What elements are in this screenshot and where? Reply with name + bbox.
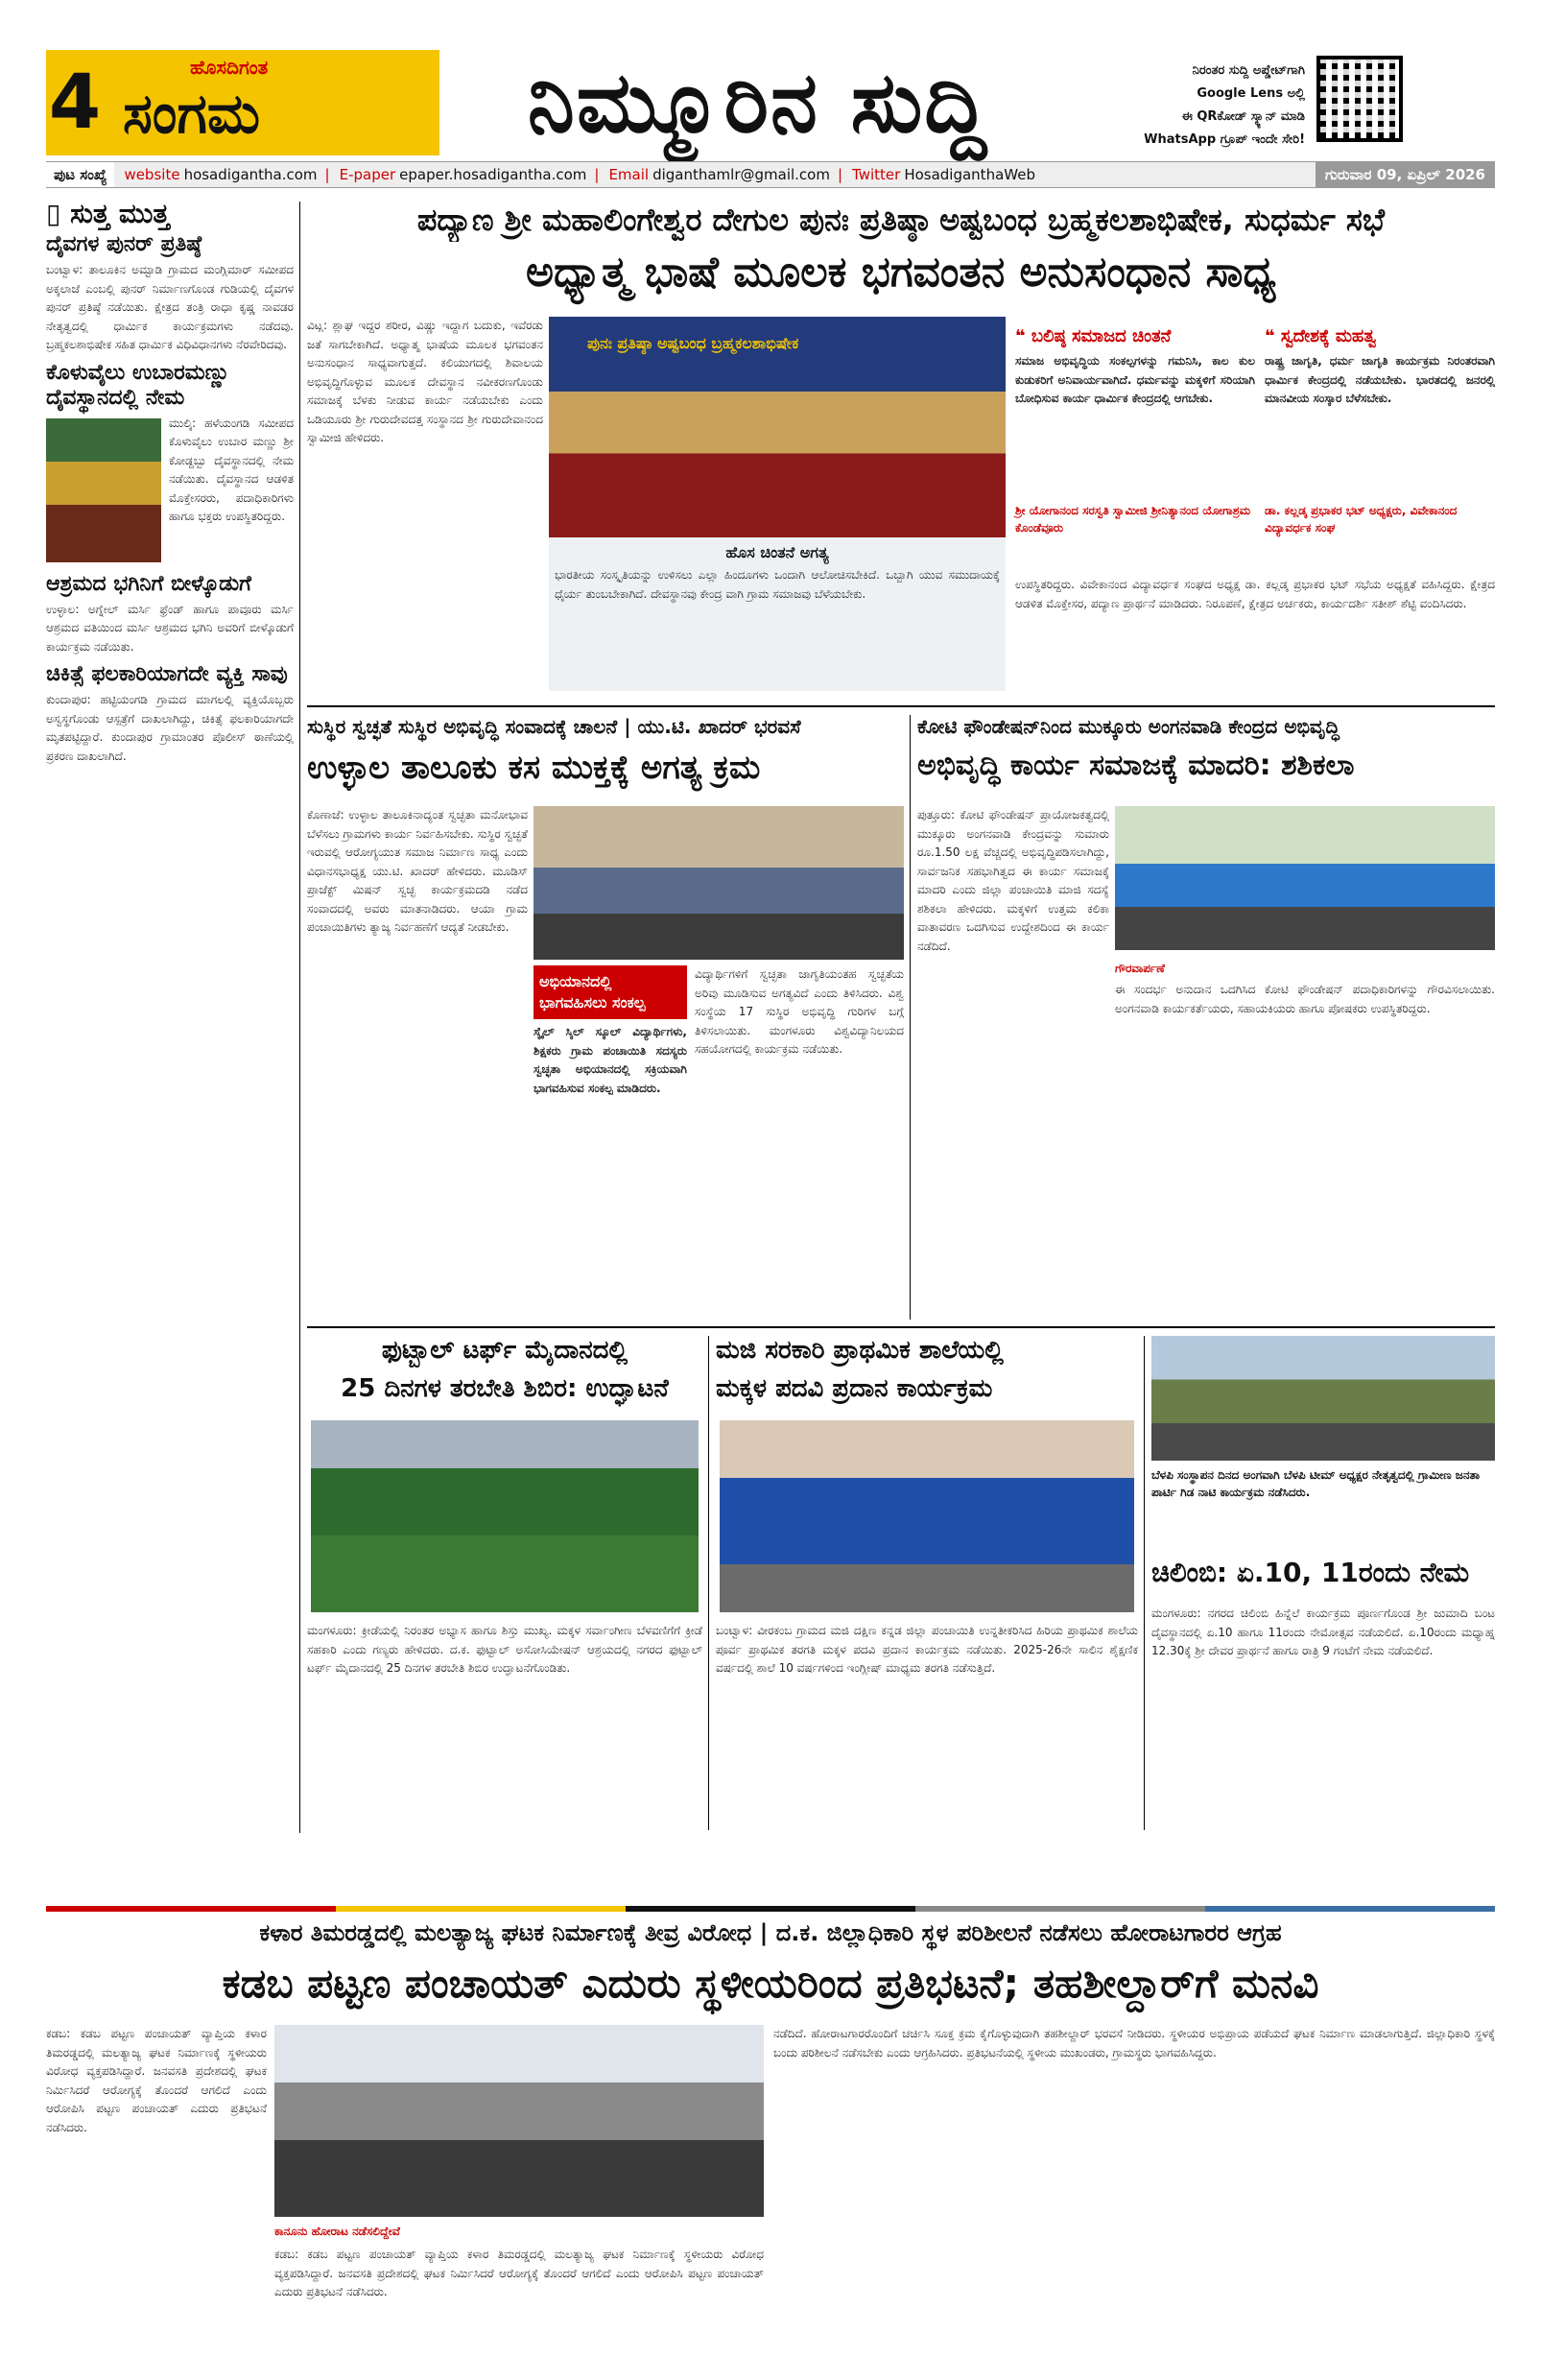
epaper-link[interactable]: epaper.hosadigantha.com <box>399 166 587 183</box>
story3-body: ಪುತ್ತೂರು: ಕೋಟಿ ಫೌಂಡೇಷನ್ ಪ್ರಾಯೋಜಕತ್ವದಲ್ಲಿ ಮುಕ್ಕೂರು ಅಂಗನವಾಡಿ ಕೇಂದ್ರವನ್ನು ಸುಮಾರು ರೂ.1.50 ಲಕ್ಷ ವೆಚ್ಚದಲ್ಲಿ ಅಭಿವೃದ್ಧಿಪಡಿಸಲಾಗಿದ್ದು, ಸಾರ್ವಜನಿಕ ಸಹಭಾಗಿತ್ವದ ಈ ಕಾರ್ಯ ಸಮಾಜಕ್ಕೆ ಮಾದರಿ ಎಂದು ಜಿಲ್ಲಾ ಪಂಚಾಯಿತಿ ಮಾಜಿ ಸದಸ್ಯೆ ಶಶಿಕಲಾ ಹೇಳಿದರು. ಮಕ್ಕಳಿಗೆ ಉತ್ತಮ ಕಲಿಕಾ ವಾತಾವರಣ ಒದಗಿಸುವ ಉದ್ದೇಶದಿಂದ ಈ ಕಾರ್ಯ ನಡೆದಿದೆ. <box>917 808 1109 953</box>
sidebar-body: ಮುಲ್ಕಿ: ಹಳೆಯಂಗಡಿ ಸಮೀಪದ ಕೊಳುವೈಲು ಉಬಾರ ಮಣ್ಣು ಶ್ರೀ ಕೋಡ್ದಬ್ಬು ದೈವಸ್ಥಾನದಲ್ಲಿ ನೇಮ ನಡೆಯಿತು. ದೈವಸ್ಥಾನದ ಆಡಳಿತ ಮೊಕ್ತೇಸರರು, ಪದಾಧಿಕಾರಿಗಳು ಹಾಗೂ ಭಕ್ತರು ಉಪಸ್ಥಿತರಿದ್ದರು. <box>169 416 294 523</box>
story7-body-mid: ಕಡಬ: ಕಡಬ ಪಟ್ಟಣ ಪಂಚಾಯತ್ ವ್ಯಾಪ್ತಿಯ ಕಳಾರ ತಿಮರಡ್ಡದಲ್ಲಿ ಮಲತ್ಯಾಜ್ಯ ಘಟಕ ನಿರ್ಮಾಣಕ್ಕೆ ಸ್ಥಳೀಯರು ವಿರೋಧ ವ್ಯಕ್ತಪಡಿಸಿದ್ದಾರೆ. ಜನವಸತಿ ಪ್ರದೇಶದಲ್ಲಿ ಘಟಕ ನಿರ್ಮಿಸಿದರೆ ಆರೋಗ್ಯಕ್ಕೆ ತೊಂದರೆ ಆಗಲಿದೆ ಎಂದು ಆರೋಪಿಸಿ ಪಟ್ಟಣ ಪಂಚಾಯತ್ ಎದುರು ಪ್ರತಿಭಟನೆ ನಡೆಸಿದರು. <box>274 2248 764 2298</box>
quote2-by: ಡಾ. ಕಲ್ಲಡ್ಕ ಪ್ರಭಾಕರ ಭಟ್ ಅಧ್ಯಕ್ಷರು, ವಿವೇಕಾನಂದ ವಿದ್ಯಾವರ್ಧಕ ಸಂಘ <box>1265 504 1458 535</box>
column-divider <box>299 202 300 1833</box>
story4-photo <box>311 1420 699 1612</box>
sidebar-heading: ದೈವಗಳ ಪುನರ್ ಪ್ರತಿಷ್ಠೆ <box>46 232 202 256</box>
story7-photo <box>274 2025 764 2217</box>
story2-box-body: ಸ್ಕೈಲ್ ಸ್ಕಿಲ್ ಸ್ಕೂಲ್ ವಿದ್ಯಾರ್ಥಿಗಳು, ಶಿಕ್ಷಕರು ಗ್ರಾಮ ಪಂಚಾಯಿತಿ ಸದಸ್ಯರು ಸ್ವಚ್ಛತಾ ಅಭಿಯಾನದಲ್ಲಿ ಸಕ್ರಿಯವಾಗಿ ಭಾಗವಹಿಸುವ ಸಂಕಲ್ಪ ಮಾಡಿದರು. <box>533 1025 687 1095</box>
story7-caption: ಕಾನೂನು ಹೋರಾಟ ನಡೆಸಲಿದ್ದೇವೆ <box>274 2225 400 2238</box>
sidebar-heading: ಚಿಕಿತ್ಸೆ ಫಲಕಾರಿಯಾಗದೇ ವ್ಯಕ್ತಿ ಸಾವು <box>46 662 288 686</box>
page-number: 4 <box>46 50 104 155</box>
qr-line: Google Lens ಅಲ್ಲಿ <box>1197 86 1305 101</box>
quote2-body: ರಾಷ್ಟ್ರ ಜಾಗೃತಿ, ಧರ್ಮ ಜಾಗೃತಿ ಕಾರ್ಯಕ್ರಮ ನಿರಂತರವಾಗಿ ಧಾರ್ಮಿಕ ಕೇಂದ್ರದಲ್ಲಿ ನಡೆಯಬೇಕು. ಭಾರತದಲ್ಲಿ ಜನರಲ್ಲಿ ಮಾನವೀಯ ಸಂಸ್ಕಾರ ಬೆಳೆಸಬೇಕು. <box>1265 354 1495 405</box>
deity-photo <box>46 418 161 562</box>
story5-photo <box>720 1420 1134 1612</box>
story6-caption: ಬೆಳಪಿ ಸಂಸ್ಥಾಪನ ದಿನದ ಅಂಗವಾಗಿ ಬೆಳಪಿ ಟೀಮ್ ಅಧ್ಯಕ್ಷರ ನೇತೃತ್ವದಲ್ಲಿ ಗ್ರಾಮೀಣ ಜನತಾ ಪಾರ್ಟಿ ಗಿಡ ನಾಟಿ ಕಾರ್ಯಕ್ರಮ ನಡೆಸಿದರು. <box>1151 1468 1481 1499</box>
quote1-body: ಸಮಾಜ ಅಭಿವೃದ್ಧಿಯ ಸಂಕಲ್ಪಗಳನ್ನು ಗಮನಿಸಿ, ಕಾಲ ಕುಲ ಕುಡುಕರಿಗೆ ಅನಿವಾರ್ಯವಾಗಿದೆ. ಧರ್ಮವನ್ನು ಮಕ್ಕಳಿಗೆ ಸರಿಯಾಗಿ ಬೋಧಿಸುವ ಕಾರ್ಯ ಧಾರ್ಮಿಕ ಕೇಂದ್ರದಲ್ಲಿ ಆಗಬೇಕು. <box>1015 354 1255 405</box>
story4-body: ಮಂಗಳೂರು: ಕ್ರೀಡೆಯಲ್ಲಿ ನಿರಂತರ ಅಭ್ಯಾಸ ಹಾಗೂ ಶಿಸ್ತು ಮುಖ್ಯ. ಮಕ್ಕಳ ಸರ್ವಾಂಗೀಣ ಬೆಳವಣಿಗೆಗೆ ಕ್ರೀಡೆ ಸಹಕಾರಿ ಎಂದು ಗಣ್ಯರು ಹೇಳಿದರು. ದ.ಕ. ಫುಟ್ಬಾಲ್ ಅಸೋಸಿಯೇಷನ್ ಆಶ್ರಯದಲ್ಲಿ ನಗರದ ಫುಟ್ಬಾಲ್ ಟರ್ಫ್ ಮೈದಾನದಲ್ಲಿ 25 ದಿನಗಳ ತರಬೇತಿ ಶಿಬಿರ ಉದ್ಘಾಟನೆಗೊಂಡಿತು. <box>307 1624 702 1675</box>
story6-headline: ಚಿಲಿಂಬಿ: ಏ.10, 11ರಂದು ನೇಮ <box>1151 1557 1470 1588</box>
story3-subhead: ಗೌರವಾರ್ಪಣೆ <box>1115 962 1165 975</box>
story3-body2: ಈ ಸಂದರ್ಭ ಅನುದಾನ ಒದಗಿಸಿದ ಕೋಟಿ ಫೌಂಡೇಷನ್ ಪದಾಧಿಕಾರಿಗಳನ್ನು ಗೌರವಿಸಲಾಯಿತು. ಅಂಗನವಾಡಿ ಕಾರ್ಯಕರ್ತೆಯರು, ಸಹಾಯಕಿಯರು ಹಾಗೂ ಪೋಷಕರು ಉಪಸ್ಥಿತರಿದ್ದರು. <box>1115 983 1495 1015</box>
sidebar-body: ಉಳ್ಳಾಲ: ಅಗ್ನೇಲ್ ಮರ್ಸಿ ಫ್ರೆಂಡ್ ಹಾಗೂ ಪಾವೂರು ಮರ್ಸಿ ಆಶ್ರಮದ ವತಿಯಿಂದ ಮರ್ಸಿ ಆಶ್ರಮದ ಭಗಿನಿ ಅವರಿಗೆ ಬೀಳ್ಕೊಡುಗೆ ಕಾರ್ಯಕ್ರಮ ನಡೆಯಿತು. <box>46 602 294 654</box>
story5-body: ಬಂಟ್ವಾಳ: ವೀರಕಂಬ ಗ್ರಾಮದ ಮಜಿ ದಕ್ಷಿಣ ಕನ್ನಡ ಜಿಲ್ಲಾ ಪಂಚಾಯಿತಿ ಉನ್ನತೀಕರಿಸಿದ ಹಿರಿಯ ಪ್ರಾಥಮಿಕ ಶಾಲೆಯ ಪೂರ್ವ ಪ್ರಾಥಮಿಕ ತರಗತಿ ಮಕ್ಕಳ ಪದವಿ ಪ್ರದಾನ ಕಾರ್ಯಕ್ರಮ ನಡೆಯಿತು. 2025-26ನೇ ಸಾಲಿನ ಶೈಕ್ಷಣಿಕ ವರ್ಷದಲ್ಲಿ ಶಾಲೆ 10 ವರ್ಷಗಳಿಂದ ಇಂಗ್ಲೀಷ್ ಮಾಧ್ಯಮ ತರಗತಿ ನಡೆಸುತ್ತಿದೆ. <box>716 1624 1138 1675</box>
story3-kicker: ಕೋಟಿ ಫೌಂಡೇಷನ್‌ನಿಂದ ಮುಕ್ಕೂರು ಅಂಗನವಾಡಿ ಕೇಂದ್ರದ ಅಭಿವೃದ್ಧಿ <box>917 715 1339 738</box>
story6-photo <box>1151 1336 1495 1461</box>
story1-photo <box>549 317 1006 537</box>
qr-promo <box>1075 60 1305 152</box>
email-link[interactable]: diganthamlr@gmail.com <box>652 166 830 183</box>
story3-photo <box>1115 806 1495 950</box>
column-divider <box>1144 1336 1145 1830</box>
story1-body-right: ಉಪಸ್ಥಿತರಿದ್ದರು. ವಿವೇಕಾನಂದ ವಿದ್ಯಾವರ್ಧಕ ಸಂಘದ ಅಧ್ಯಕ್ಷ ಡಾ. ಕಲ್ಲಡ್ಕ ಪ್ರಭಾಕರ ಭಟ್ ಸಭೆಯ ಅಧ್ಯಕ್ಷತೆ ವಹಿಸಿದ್ದರು. ಕ್ಷೇತ್ರದ ಆಡಳಿತ ಮೊಕ್ತೇಸರ, ಪದ್ಯಾಣ ಪ್ರಾರ್ಥನೆ ಮಾಡಿದರು. ನಿರೂಪಣೆ, ಕ್ಷೇತ್ರದ ಅರ್ಚಕರು, ಕಾರ್ಯದರ್ಶಿ ಸತೀಶ್ ಶೆಟ್ಟಿ ವಂದಿಸಿದರು. <box>1015 578 1495 610</box>
story2-body2: ವಿದ್ಯಾರ್ಥಿಗಳಿಗೆ ಸ್ವಚ್ಛತಾ ಜಾಗೃತಿಯಂತಹ ಸ್ವಚ್ಛತೆಯ ಅರಿವು ಮೂಡಿಸುವ ಅಗತ್ಯವಿದೆ ಎಂದು ತಿಳಿಸಿದರು. ವಿಶ್ವ ಸಂಸ್ಥೆಯ 17 ಸುಸ್ಥಿರ ಅಭಿವೃದ್ಧಿ ಗುರಿಗಳ ಬಗ್ಗೆ ತಿಳಿಸಲಾಯಿತು. ಮಂಗಳೂರು ವಿಶ್ವವಿದ್ಯಾನಿಲಯದ ಸಹಯೋಗದಲ್ಲಿ ಕಾರ್ಯಕ್ರಮ ನಡೆಯಿತು. <box>695 967 904 1056</box>
twitter-link[interactable]: HosadiganthaWeb <box>904 166 1035 183</box>
story1-headline: ಅಧ್ಯಾತ್ಮ ಭಾಷೆ ಮೂಲಕ ಭಗವಂತನ ಅನುಸಂಧಾನ ಸಾಧ್ಯ <box>526 248 1276 297</box>
quote1-by: ಶ್ರೀ ಯೋಗಾನಂದ ಸರಸ್ವತಿ ಸ್ವಾಮೀಜಿ ಶ್ರೀನಿತ್ಯಾನಂದ ಯೋಗಾಶ್ರಮ ಕೊಂಡೆವೂರು <box>1015 504 1251 535</box>
quote-icon: ❝ <box>1265 326 1281 346</box>
column-divider <box>910 715 911 1320</box>
section-divider <box>307 1326 1495 1328</box>
quote2-title: ❝ ಸ್ವದೇಶಕ್ಕೆ ಮಹತ್ವ <box>1265 326 1377 346</box>
inset-title: ಹೊಸ ಚಿಂತನೆ ಅಗತ್ಯ <box>725 543 829 561</box>
stage-banner: ಪುನಃ ಪ್ರತಿಷ್ಠಾ ಅಷ್ಟಬಂಧ ಬ್ರಹ್ಮಕಲಶಾಭಿಷೇಕ <box>587 334 799 352</box>
masthead: ನಿಮ್ಮೂರಿನ ಸುದ್ದಿ <box>527 52 989 152</box>
story5-headline-2: ಮಕ್ಕಳ ಪದವಿ ಪ್ರದಾನ ಕಾರ್ಯಕ್ರಮ <box>716 1374 993 1403</box>
page-label: ಪುಟ ಸಂಖ್ಯೆ <box>46 162 114 187</box>
section-divider <box>307 705 1495 707</box>
quote-box-1 <box>1015 326 1255 566</box>
sidebar-heading: ಆಶ್ರಮದ ಭಗಿನಿಗೆ ಬೀಳ್ಕೊಡುಗೆ <box>46 571 251 596</box>
brand-main: ಸಂಗಮ <box>123 81 261 146</box>
story6-body: ಮಂಗಳೂರು: ನಗರದ ಚಿಲಿಂಬಿ ಹಿನ್ನೆಲೆ ಕಾರ್ಯಕ್ರಮ ಪೂರ್ಣಗೊಂಡ ಶ್ರೀ ಜುಮಾದಿ ಬಂಟ ದೈವಸ್ಥಾನದಲ್ಲಿ ಏ.10 ಹಾಗೂ 11ರಂದು ನೇಮೋತ್ಸವ ನಡೆಯಲಿದೆ. ಏ.10ರಂದು ಮಧ್ಯಾಹ್ನ 12.30ಕ್ಕೆ ಶ್ರೀ ದೇವರ ಪ್ರಾರ್ಥನೆ ಹಾಗೂ ರಾತ್ರಿ 9 ಗಂಟೆಗೆ ನೇಮ ನಡೆಯಲಿದೆ. <box>1151 1606 1495 1657</box>
qr-line: ನಿರಂತರ ಸುದ್ದಿ ಅಪ್ಡೇಟ್‌ಗಾಗಿ <box>1192 63 1305 78</box>
quote-icon: ❝ <box>1015 326 1031 346</box>
story1-inset <box>549 537 1006 691</box>
story4-headline-2: 25 ದಿನಗಳ ತರಬೇತಿ ಶಿಬಿರ: ಉದ್ಘಾಟನೆ <box>341 1374 669 1403</box>
sidebar-body: ಕುಂದಾಪುರ: ಹಟ್ಟಿಯಂಗಡಿ ಗ್ರಾಮದ ಮಾಗಲಲ್ಲಿ ವ್ಯಕ್ತಿಯೊಬ್ಬರು ಅಸ್ವಸ್ಥಗೊಂಡು ಆಸ್ಪತ್ರೆಗೆ ದಾಖಲಾಗಿದ್ದು, ಚಿಕಿತ್ಸೆ ಫಲಕಾರಿಯಾಗದೇ ಮೃತಪಟ್ಟಿದ್ದಾರೆ. ಕುಂದಾಪುರ ಗ್ರಾಮಾಂತರ ಪೊಲೀಸ್ ಠಾಣೆಯಲ್ಲಿ ಪ್ರಕರಣ ದಾಖಲಾಗಿದೆ. <box>46 693 294 763</box>
quote1-title: ❝ ಬಲಿಷ್ಠ ಸಮಾಜದ ಚಿಂತನೆ <box>1015 326 1172 346</box>
story2-headline: ಉಳ್ಳಾಲ ತಾಲೂಕು ಕಸ ಮುಕ್ತಕ್ಕೆ ಅಗತ್ಯ ಕ್ರಮ <box>307 749 761 787</box>
story7-body2: ನಡೆದಿದೆ. ಹೋರಾಟಗಾರರೊಂದಿಗೆ ಚರ್ಚಿಸಿ ಸೂಕ್ತ ಕ್ರಮ ಕೈಗೊಳ್ಳುವುದಾಗಿ ತಹಶೀಲ್ದಾರ್ ಭರವಸೆ ನೀಡಿದರು. ಸ್ಥಳೀಯರ ಅಭಿಪ್ರಾಯ ಪಡೆಯದೆ ಘಟಕ ನಿರ್ಮಾಣ ಮಾಡಲಾಗುತ್ತಿದೆ. ಜಿಲ್ಲಾಧಿಕಾರಿ ಸ್ಥಳಕ್ಕೆ ಬಂದು ಪರಿಶೀಲನೆ ನಡೆಸಬೇಕು ಎಂದು ಆಗ್ರಹಿಸಿದರು. ಪ್ರತಿಭಟನೆಯಲ್ಲಿ ಸ್ಥಳೀಯ ಮುಖಂಡರು, ಗ್ರಾಮಸ್ಥರು ಭಾಗವಹಿಸಿದ್ದರು. <box>773 2027 1495 2059</box>
website-link[interactable]: hosadigantha.com <box>183 166 318 183</box>
sidebar-heading: ಕೊಳುವೈಲು ಉಬಾರಮಣ್ಣು ದೈವಸ್ಥಾನದಲ್ಲಿ ನೇಮ <box>46 360 230 410</box>
twitter-label: Twitter <box>852 166 901 183</box>
qr-line: WhatsApp ಗ್ರೂಪ್ ಇಂದೇ ಸೇರಿ! <box>1144 132 1305 147</box>
issue-date: ಗುರುವಾರ 09, ಏಪ್ರಿಲ್ 2026 <box>1316 162 1495 187</box>
story2-box <box>533 965 687 1157</box>
story5-headline-1: ಮಜಿ ಸರಕಾರಿ ಪ್ರಾಥಮಿಕ ಶಾಲೆಯಲ್ಲಿ <box>716 1336 1004 1365</box>
inset-body: ಭಾರತೀಯ ಸಂಸ್ಕೃತಿಯನ್ನು ಉಳಿಸಲು ಎಲ್ಲಾ ಹಿಂದೂಗಳು ಒಂದಾಗಿ ಆಲೋಚಿಸಬೇಕಿದೆ. ಒಬ್ಬಾಗಿ ಯುವ ಸಮುದಾಯಕ್ಕೆ ಧೈರ್ಯ ತುಂಬಬೇಕಾಗಿದೆ. ದೇವಸ್ಥಾನವು ಕೇಂದ್ರ ವಾಗಿ ಗ್ರಾಮ ಸಮಾಜವು ಬೆಳೆಯಬೇಕು. <box>555 568 1000 601</box>
story7-headline: ಕಡಬ ಪಟ್ಟಣ ಪಂಚಾಯತ್ ಎದುರು ಸ್ಥಳೀಯರಿಂದ ಪ್ರತಿಭಟನೆ; ತಹಶೀಲ್ದಾರ್‌ಗೆ ಮನವಿ <box>222 1960 1319 2007</box>
story2-kicker: ಸುಸ್ಥಿರ ಸ್ವಚ್ಛತೆ ಸುಸ್ಥಿರ ಅಭಿವೃದ್ಧಿ ಸಂವಾದಕ್ಕೆ ಚಾಲನೆ | ಯು.ಟಿ. ಖಾದರ್ ಭರವಸೆ <box>307 715 801 738</box>
story7-body: ಕಡಬ: ಕಡಬ ಪಟ್ಟಣ ಪಂಚಾಯತ್ ವ್ಯಾಪ್ತಿಯ ಕಳಾರ ತಿಮರಡ್ಡದಲ್ಲಿ ಮಲತ್ಯಾಜ್ಯ ಘಟಕ ನಿರ್ಮಾಣಕ್ಕೆ ಸ್ಥಳೀಯರು ವಿರೋಧ ವ್ಯಕ್ತಪಡಿಸಿದ್ದಾರೆ. ಜನವಸತಿ ಪ್ರದೇಶದಲ್ಲಿ ಘಟಕ ನಿರ್ಮಿಸಿದರೆ ಆರೋಗ್ಯಕ್ಕೆ ತೊಂದರೆ ಆಗಲಿದೆ ಎಂದು ಆರೋಪಿಸಿ ಪಟ್ಟಣ ಪಂಚಾಯತ್ ಎದುರು ಪ್ರತಿಭಟನೆ ನಡೆಸಿದರು. <box>46 2027 267 2134</box>
info-bar: ಪುಟ ಸಂಖ್ಯೆ website hosadigantha.com | E-paper epaper.hosadigantha.com | Email diganthamlr@gmail.com | Twitter HosadiganthaWeb ಗುರುವಾರ 09, ಏಪ್ರಿಲ್ 2026 <box>46 161 1495 188</box>
brand-top: ಹೊಸದಿಗಂತ <box>190 56 269 79</box>
story2-box-title: ಅಭಿಯಾನದಲ್ಲಿ ಭಾಗವಹಿಸಲು ಸಂಕಲ್ಪ <box>533 965 687 1019</box>
quote-box-2 <box>1265 326 1495 566</box>
qr-line: ಈ QRಕೋಡ್ ಸ್ಕ್ಯಾನ್ ಮಾಡಿ <box>1181 109 1305 124</box>
story1-kicker: ಪದ್ಯಾಣ ಶ್ರೀ ಮಹಾಲಿಂಗೇಶ್ವರ ದೇಗುಲ ಪುನಃ ಪ್ರತಿಷ್ಠಾ ಅಷ್ಟಬಂಧ ಬ್ರಹ್ಮಕಲಶಾಭಿಷೇಕ, ಸುಧರ್ಮ ಸಭೆ <box>416 202 1386 238</box>
sidebar-title: ▯ ಸುತ್ತ ಮುತ್ತ <box>46 202 294 226</box>
email-label: Email <box>608 166 650 183</box>
color-strip <box>46 1906 1495 1912</box>
sidebar <box>46 202 294 1833</box>
sidebar-body: ಬಂಟ್ವಾಳ: ತಾಲೂಕಿನ ಅಮ್ಟಾಡಿ ಗ್ರಾಮದ ಮಂಗ್ಲಿಮಾರ್ ಸಮೀಪದ ಅಕ್ಕಲಾಜೆ ಎಂಬಲ್ಲಿ ಪುನರ್ ನಿರ್ಮಾಣಗೊಂಡ ಗುಡಿಯಲ್ಲಿ ದೈವಗಳ ಪುನರ್ ಪ್ರತಿಷ್ಠೆ ನಡೆಯಿತು. ಕ್ಷೇತ್ರದ ತಂತ್ರಿ ರಾಧಾ ಕೃಷ್ಣ ನಾವಡರ ನೇತೃತ್ವದಲ್ಲಿ ಧಾರ್ಮಿಕ ಕಾರ್ಯಕ್ರಮಗಳು ನಡೆದವು. ಬ್ರಹ್ಮಕಲಶಾಭಿಷೇಕ ಸಹಿತ ಧಾರ್ಮಿಕ ವಿಧಿವಿಧಾನಗಳು ನೆರವೇರಿದವು. <box>46 263 294 351</box>
story1-body-left: ವಿಟ್ಲ: ಶ್ಲಾಘ ಇದ್ದರ ಶರೀರ, ವಿಷ್ಣು ಇದ್ದಾಗ ಬದುಕು, ಇವೆರಡು ಜತೆ ಸಾಗಬೇಕಾಗಿದೆ. ಅಧ್ಯಾತ್ಮ ಭಾಷೆಯ ಮೂಲಕ ಭಗವಂತನ ಅನುಸಂಧಾನ ಸಾಧ್ಯವಾಗುತ್ತದೆ. ಕಲಿಯುಗದಲ್ಲಿ ಶಿವಾಲಯ ಅಭಿವೃದ್ಧಿಗೊಳ್ಳುವ ಮೂಲಕ ದೇವಸ್ಥಾನ ನವೀಕರಣಗೊಂಡು ಸಮಾಜಕ್ಕೆ ಬೆಳಕು ನೀಡುವ ಕಾರ್ಯ ನಡೆಯಬೇಕು ಎಂದು ಒಡಿಯೂರು ಶ್ರೀ ಗುರುದೇವದತ್ತ ಸಂಸ್ಥಾನದ ಶ್ರೀ ಗುರುದೇವಾನಂದ ಸ್ವಾಮೀಜಿ ಹೇಳಿದರು. <box>307 319 543 444</box>
website-label: website <box>124 166 180 183</box>
story3-headline: ಅಭಿವೃದ್ಧಿ ಕಾರ್ಯ ಸಮಾಜಕ್ಕೆ ಮಾದರಿ: ಶಶಿಕಲಾ <box>917 749 1355 782</box>
epaper-label: E-paper <box>339 166 396 183</box>
story7-kicker: ಕಳಾರ ತಿಮರಡ್ಡದಲ್ಲಿ ಮಲತ್ಯಾಜ್ಯ ಘಟಕ ನಿರ್ಮಾಣಕ್ಕೆ ತೀವ್ರ ವಿರೋಧ | ದ.ಕ. ಜಿಲ್ಲಾಧಿಕಾರಿ ಸ್ಥಳ ಪರಿಶೀಲನೆ ನಡೆಸಲು ಹೋರಾಟಗಾರರ ಆಗ್ರಹ <box>259 1919 1282 1946</box>
story2-photo <box>533 806 904 960</box>
book-icon: ▯ <box>46 202 71 229</box>
story2-body: ಕೊಣಾಜೆ: ಉಳ್ಳಾಲ ತಾಲೂಕಿನಾದ್ಯಂತ ಸ್ವಚ್ಛತಾ ಮನೋಭಾವ ಬೆಳೆಸಲು ಗ್ರಾಮಗಳು ಕಾರ್ಯ ನಿರ್ವಹಿಸಬೇಕು. ಸುಸ್ಥಿರ ಸ್ವಚ್ಛತೆ ಇರುವಲ್ಲಿ ಆರೋಗ್ಯಯುತ ಸಮಾಜ ನಿರ್ಮಾಣ ಸಾಧ್ಯ ಎಂದು ವಿಧಾನಸಭಾಧ್ಯಕ್ಷ ಯು.ಟಿ. ಖಾದರ್ ಹೇಳಿದರು. ಮೂಡಿಸ್ ಪ್ರಾಜೆಕ್ಟ್ ಮಿಷನ್ ಸ್ವಚ್ಛ ಕಾರ್ಯಕ್ರಮದಡಿ ನಡೆದ ಸಂವಾದದಲ್ಲಿ ಅವರು ಮಾತನಾಡಿದರು. ಆಯಾ ಗ್ರಾಮ ಪಂಚಾಯಿತಿಗಳು ತ್ಯಾಜ್ಯ ನಿರ್ವಹಣೆಗೆ ಆದ್ಯತೆ ನೀಡಬೇಕು. <box>307 808 528 934</box>
column-divider <box>708 1336 709 1830</box>
section-brand <box>104 50 439 155</box>
qr-code-icon[interactable] <box>1316 56 1403 142</box>
story4-headline-1: ಫುಟ್ಬಾಲ್ ಟರ್ಫ್ ಮೈದಾನದಲ್ಲಿ <box>381 1336 628 1365</box>
